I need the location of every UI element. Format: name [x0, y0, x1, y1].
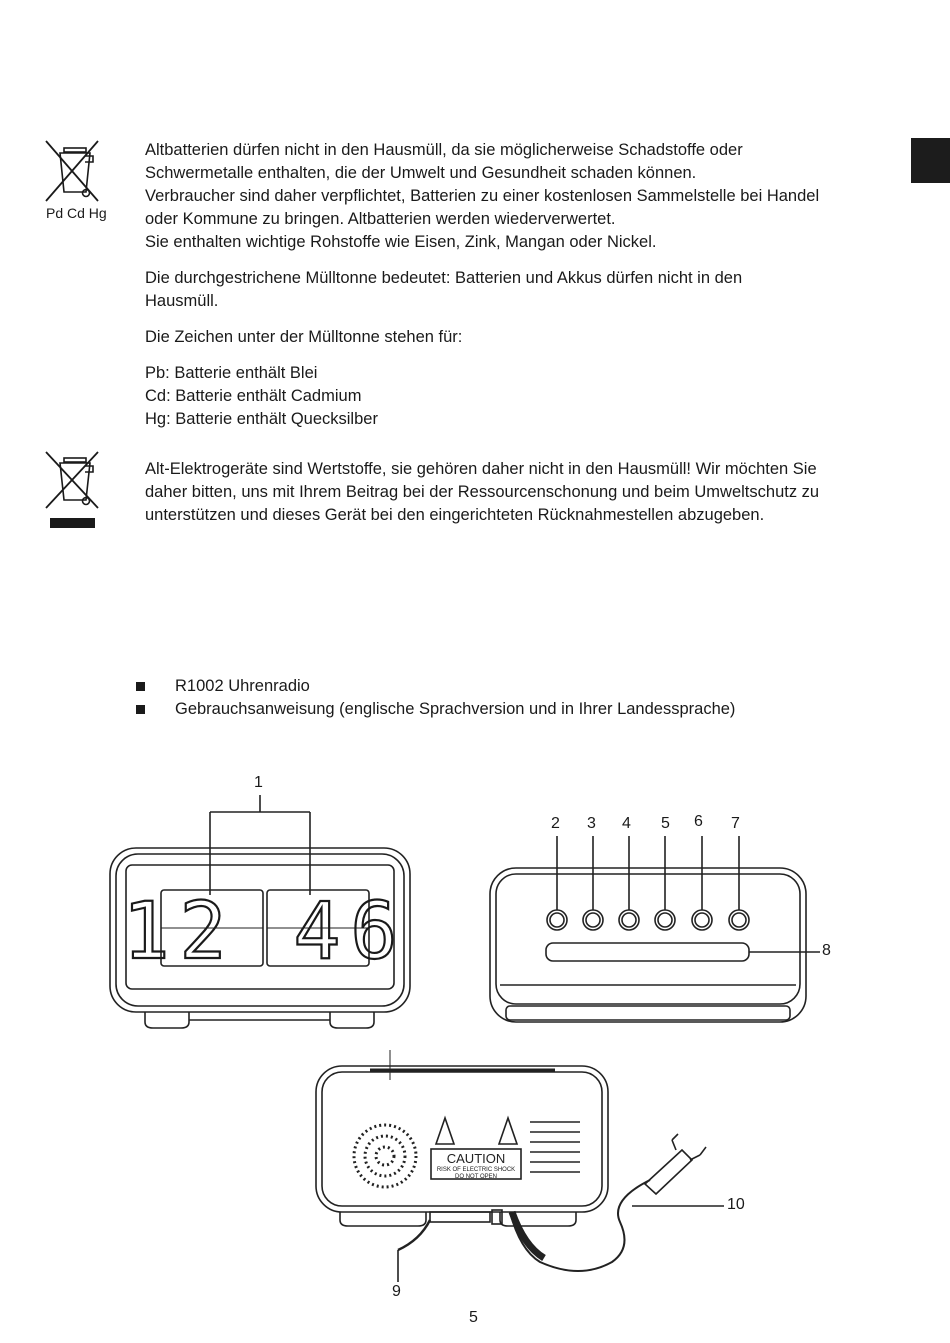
callout-7: 7	[731, 815, 740, 832]
text-line: Sie enthalten wichtige Rohstoffe wie Eisen, Zink, Mangan oder Nickel.	[145, 233, 657, 251]
page-number: 5	[469, 1309, 478, 1326]
text-line: Alt-Elektrogeräte sind Wertstoffe, sie gehören daher nicht in den Hausmüll! Wir möchten Sie	[145, 460, 817, 478]
clock-display-time: 12 46	[122, 887, 408, 977]
text-line: Hg: Batterie enthält Quecksilber	[145, 410, 378, 428]
text-line: Cd: Batterie enthält Cadmium	[145, 387, 362, 405]
callout-5: 5	[661, 815, 670, 832]
back-view	[316, 1050, 724, 1282]
callout-3: 3	[587, 815, 596, 832]
callout-10: 10	[727, 1196, 745, 1213]
callout-8: 8	[822, 942, 831, 959]
text-line: oder Kommune zu bringen. Altbatterien werden wiederverwertet.	[145, 210, 616, 228]
list-item-text: R1002 Uhrenradio	[175, 677, 310, 695]
callout-9: 9	[392, 1283, 401, 1300]
text-line: Schwermetalle enthalten, die der Umwelt und Gesundheit schaden können.	[145, 164, 697, 182]
top-view	[490, 836, 820, 1022]
text-line: Hausmüll.	[145, 292, 219, 310]
text-line: Die Zeichen unter der Mülltonne stehen für:	[145, 328, 463, 346]
callout-2: 2	[551, 815, 560, 832]
text-line: Pb: Batterie enthält Blei	[145, 364, 318, 382]
text-line: Altbatterien dürfen nicht in den Hausmüll, da sie möglicherweise Schadstoffe oder	[145, 141, 743, 159]
caution-line-1: RISK OF ELECTRIC SHOCK	[436, 1167, 516, 1173]
battery-symbol-label: Pd Cd Hg	[46, 205, 107, 221]
callout-4: 4	[622, 815, 631, 832]
caution-line-2: DO NOT OPEN	[455, 1174, 497, 1180]
callout-1: 1	[254, 774, 263, 791]
text-line: Die durchgestrichene Mülltonne bedeutet: Batterien und Akkus dürfen nicht in den	[145, 269, 743, 287]
display-digits	[123, 887, 408, 977]
list-item-text: Gebrauchsanweisung (englische Sprachversion und in Ihrer Landessprache)	[175, 700, 736, 718]
callout-6: 6	[694, 813, 703, 830]
caution-title: CAUTION	[446, 1151, 506, 1166]
text-line: daher bitten, uns mit Ihrem Beitrag bei der Ressourcenschonung und beim Umweltschutz zu	[145, 483, 820, 501]
text-line: Verbraucher sind daher verpflichtet, Batterien zu einer kostenlosen Sammelstelle bei Handel	[145, 187, 820, 205]
text-line: unterstützen und dieses Gerät bei den eingerichteten Rücknahmestellen abzugeben.	[145, 506, 765, 524]
